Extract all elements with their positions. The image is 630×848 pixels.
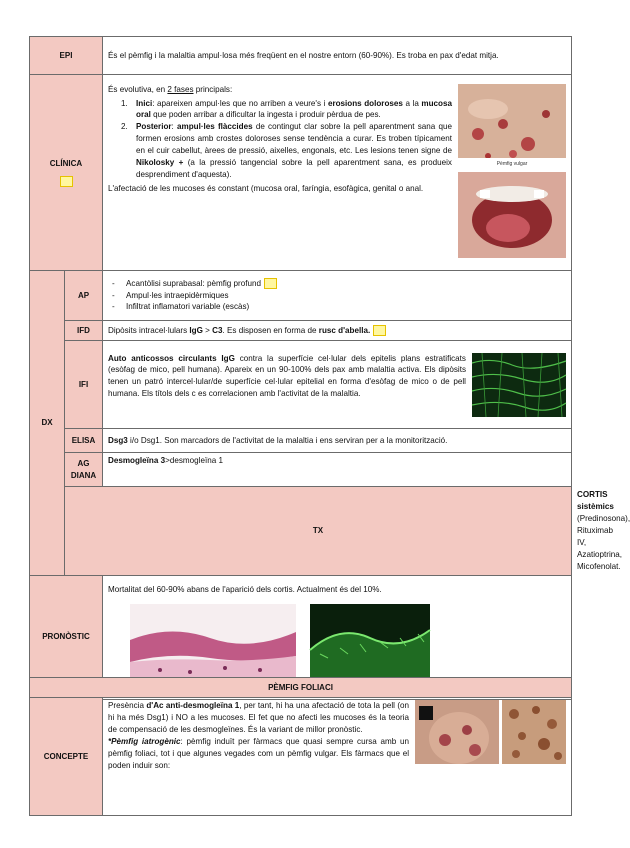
dx-label: DX (30, 271, 65, 576)
pemfig-vulgar-photo-2 (458, 172, 566, 258)
tx-label: TX (65, 487, 572, 576)
foliaci-skin-photo (502, 700, 566, 764)
concepte-label: CONCEPTE (30, 698, 103, 816)
clinica-label (30, 75, 103, 271)
clinica-intro-underline: 2 fases (167, 84, 194, 94)
foliaci-face-photo (415, 700, 499, 764)
phase-2: 2. Posterior: ampul·les flàccides de contingut clar sobre la pell aparentment sana que formen erosions amb crostes doloroses sense tendència a curar. Es troben típicament en el cuir cabellut, àrees de pressió, aixelles, engonals, etc. Les lesions tenen signe de Nikolosky + (a la pressió tangencial sobre la pell aparentment sana, es produeix desprendiment d'aquesta). (130, 121, 566, 181)
foliaci-images (415, 700, 566, 764)
ifi-label: IFI (65, 341, 103, 429)
photo-caption: Pèmfig vulgar (496, 160, 528, 167)
ap-list (108, 278, 566, 314)
ifd-label: IFD (65, 321, 103, 341)
clinica-label-text: CLÍNICA (49, 159, 83, 169)
pemfig-foliaci-table (29, 677, 572, 816)
agdiana-label: AG DIANA (65, 453, 103, 487)
comment-note-icon[interactable] (264, 278, 277, 289)
elisa-text: Dsg3 i/o Dsg1. Son marcadors de l'activitat de la malaltia i ens serviran per a la monitorització. (103, 429, 572, 453)
pemfig-vulgar-photo-1 (458, 84, 566, 168)
ap-item: - Acantòlisi suprabasal: pèmfig profund (126, 278, 566, 290)
comment-note-icon[interactable] (60, 176, 73, 187)
ap-label: AP (65, 271, 103, 321)
elisa-label: ELISA (65, 429, 103, 453)
clinica-images (458, 84, 566, 262)
pronostic-label: PRONÒSTIC (30, 575, 103, 699)
pronostic-text: Mortalitat del 60-90% abans de l'aparició dels cortis. Actualment és del 10%. (108, 584, 382, 594)
phase-1: 1. Inici: apareixen ampul·les que no arriben a veure's i erosions doloroses a la mucosa oral que poden arribar a dificultar la ingesta i produir pèrdua de pes. (130, 98, 566, 122)
epi-label: EPI (30, 37, 103, 75)
ifi-fluorescence-image (472, 353, 566, 417)
clinica-text (103, 75, 572, 271)
ap-item: - Infiltrat inflamatori variable (escàs) (126, 301, 566, 313)
ap-content (103, 271, 572, 321)
ifd-text: Dipòsits intracel·lulars IgG > C3. Es disposen en forma de rusc d'abella. (103, 321, 572, 341)
ap-item: - Ampul·les intraepidèrmiques (126, 290, 566, 302)
foliaci-title: PÈMFIG FOLIACI (30, 678, 572, 698)
comment-note-icon[interactable] (373, 325, 386, 336)
concepte-text: Presència d'Ac anti-desmogleïna 1, per tant, hi ha una afectació de tota la pell (on hi ha més Dsg1) i NO a les mucoses. El fet que no afecti les mucoses és la teoria de compensació de les desmogleïnes. És la variant de millor pronòstic. *Pèmfig iatrogènic: pèmfig induït per fàrmacs que quasi sempre cursa amb un pèmfig foliaci, tot i que algunes vegades com un pèmfig vulgar. Els fàrmacs que el poden induir son: (103, 698, 572, 816)
clinica-intro: És evolutiva, en (108, 84, 168, 94)
agdiana-text: Desmogleïna 3>desmogleïna 1 (103, 453, 572, 487)
epi-text: És el pèmfig i la malaltia ampul·losa més freqüent en el nostre entorn (60-90%). Es troba en pax d'edat mitja. (103, 37, 572, 75)
clinica-intro-post: principals: (193, 84, 233, 94)
clinica-outro: L'afectació de les mucoses és constant (mucosa oral, faríngia, esofàgica, genital o anal. (108, 184, 424, 194)
ifi-text: Auto anticossos circulants IgG contra la superfície cel·lular dels epitelis plans estratificats (esòfag de mico, pell humana). Apareix en un 90-100% dels pax amb malaltia activa. Els dipòsits tenen un patró intercel·lular/de superfície cel·lular epitelial en forma d'esòfag de mico o de pell humana. Els títols dels c es correlacionen amb l'activitat de la malaltia. (103, 341, 572, 429)
pemfig-vulgar-table: EPI És el pèmfig i la malaltia ampul·losa més freqüent en el nostre entorn (60-90%). Es troba en pax d'edat mitja. CLÍNICA Pèmfig vulgar És evolutiva, en 2 fases principals: 1. Inici: apareixen ampul·les que no arriben a veure's i erosions doloroses a la mucosa oral que poden arribar a dificultar la ingesta i produir pèrdua de pes. 2. Posterior: ampul·les flàccides de contingut clar sobre la pell aparentment sana que formen erosions amb crostes doloroses sense tendència a curar. Es troben típicament en el cuir cabellut, àrees de pressió, aixelles, engonals, etc. Les lesions tenen signe de Nikolosky + (a la pressió tangencial sobre la pell aparentment sana, es produeix desprendiment d'aquesta). L'afectació de les mucoses és constant (mucosa oral, faríngia, esofàgica, genital o anal. DX AP - Acantòlisi suprabasal: pèmfig profund - Ampul·les intraepidèrmiques - Infiltrat inflamatori variable (escàs) IFD Dipòsits intracel·lulars IgG > C3. Es disposen en forma de rusc d'abella. IFI Auto anticossos circulants IgG contra la superfície cel·lular dels epitelis plans estratificats (esòfag de mico, pell humana). Apareix en un 90-100% dels pax amb malaltia activa. Els dipòsits tenen un patró intercel·lular/de superfície cel·lular epitelial en forma d'esòfag de mico o de pell humana. Els títols dels c es correlacionen amb l'activitat de la malaltia. ELISA Dsg3 i/o Dsg1. Son marcadors de l'activitat de la malaltia i ens serviran per a la monitorització. AG DIANA Desmogleïna 3>desmogleïna 1 TX CORTIS sistèmics (Predinosona), Rituximab IV, Azatioptrina, Micofenolat. PRONÒSTIC Mortalitat del 60-90% abans de l'aparició dels cortis. Actualment és del 10%. (29, 36, 572, 700)
